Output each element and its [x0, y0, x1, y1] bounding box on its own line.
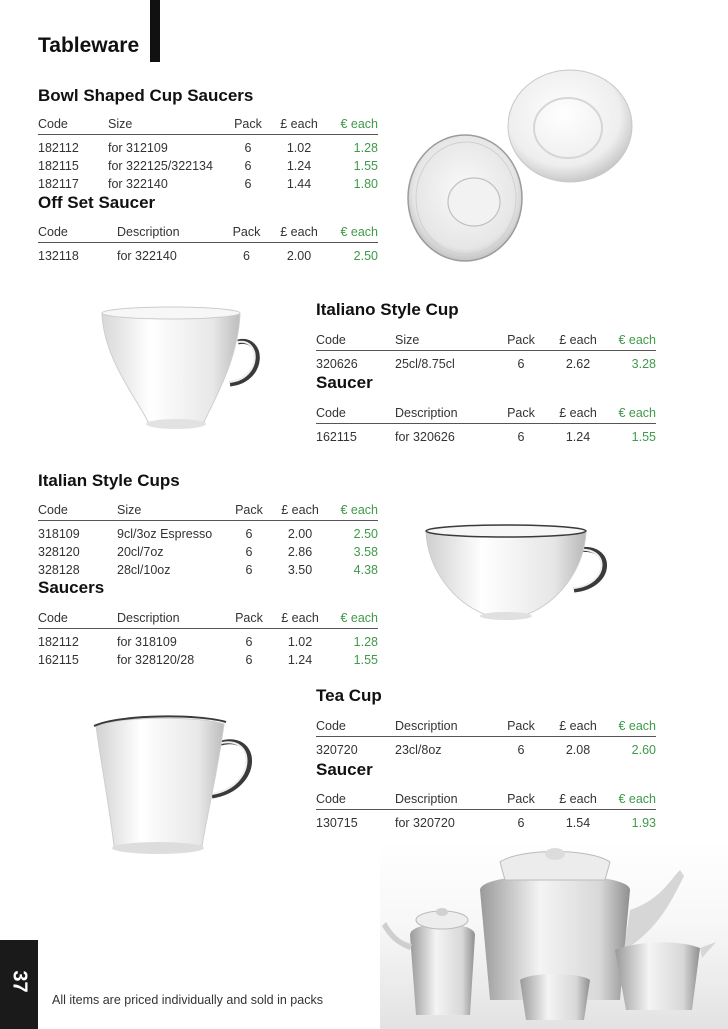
cell-gbp: 1.54: [565, 816, 591, 830]
col-eur: € each: [609, 401, 656, 424]
cell-gbp: 2.62: [565, 357, 591, 371]
table-row: [38, 629, 378, 652]
saucer-front: [408, 135, 522, 261]
col-code: Code: [38, 606, 117, 629]
cell-code: 318109: [38, 527, 80, 541]
section-title-bowl-saucers: Bowl Shaped Cup Saucers: [38, 86, 254, 105]
cell-gbp: 2.86: [287, 545, 313, 559]
table-row: [38, 135, 378, 158]
section-title-tea-cup: Tea Cup: [316, 686, 382, 705]
table-italiano-saucer: [316, 401, 656, 446]
col-eur: € each: [331, 606, 378, 629]
cell-gbp: 1.24: [287, 653, 313, 667]
section-title-italian-saucers: Saucers: [38, 578, 105, 597]
table-italian-cups: [38, 498, 378, 579]
col-eur: € each: [330, 220, 378, 243]
section-title-italiano-saucer: Saucer: [316, 373, 373, 392]
cell-desc: for 322140: [108, 177, 168, 191]
cell-desc: for 320720: [395, 816, 455, 830]
italian-cup-image: [418, 520, 618, 630]
col-eur: € each: [331, 498, 378, 521]
col-gbp: £ each: [268, 112, 330, 135]
col-gbp: £ each: [547, 401, 609, 424]
section-title-offset-saucer: Off Set Saucer: [38, 193, 156, 212]
col-gbp: £ each: [268, 220, 330, 243]
table-row: [38, 157, 378, 175]
table-row: [38, 561, 378, 579]
table-row: [38, 521, 378, 544]
cell-pack: 6: [244, 159, 252, 173]
cell-eur: 2.60: [631, 743, 656, 757]
cell-eur: 1.28: [353, 635, 378, 649]
table-bowl-saucers: [38, 112, 378, 193]
page-number: 37: [8, 970, 31, 993]
table-italian-saucers: [38, 606, 378, 669]
cell-gbp: 2.08: [565, 743, 591, 757]
col-eur: € each: [330, 112, 378, 135]
col-eur: € each: [609, 328, 656, 351]
sugar-bowl: [520, 974, 590, 1020]
col-pack: Pack: [495, 328, 547, 351]
col-code: Code: [316, 401, 395, 424]
footer-note: All items are priced individually and sold in packs: [52, 993, 323, 1007]
cell-eur: 1.80: [353, 177, 378, 191]
cell-gbp: 1.44: [286, 177, 312, 191]
cell-eur: 4.38: [353, 563, 378, 577]
cell-desc: for 318109: [117, 635, 177, 649]
col-code: Code: [38, 498, 117, 521]
cell-code: 328120: [38, 545, 80, 559]
col-description: Description: [395, 714, 495, 737]
col-code: Code: [316, 714, 395, 737]
cell-pack: 6: [245, 527, 253, 541]
table-italiano-cup: [316, 328, 656, 373]
cell-gbp: 1.24: [565, 430, 591, 444]
table-tea-cup: [316, 714, 656, 759]
cell-pack: 6: [517, 357, 525, 371]
col-gbp: £ each: [269, 606, 331, 629]
col-pack: Pack: [229, 606, 269, 629]
cell-gbp: 1.24: [286, 159, 312, 173]
cell-pack: 6: [243, 249, 250, 263]
cell-code: 182112: [38, 635, 79, 649]
section-title-tea-saucer: Saucer: [316, 760, 373, 779]
table-row: [38, 243, 378, 266]
cell-eur: 1.55: [353, 653, 378, 667]
table-row: [316, 424, 656, 447]
cell-gbp: 3.50: [287, 563, 313, 577]
col-eur: € each: [609, 714, 656, 737]
cell-desc: 25cl/8.75cl: [395, 357, 455, 371]
col-code: Code: [38, 112, 108, 135]
col-pack: Pack: [495, 714, 547, 737]
cell-eur: 3.58: [353, 545, 378, 559]
col-pack: Pack: [225, 220, 268, 243]
cell-gbp: 1.02: [287, 635, 313, 649]
table-row: [38, 175, 378, 193]
table-row: [316, 737, 656, 760]
teaware-photo: [380, 840, 728, 1029]
table-row: [38, 543, 378, 561]
col-gbp: £ each: [547, 787, 609, 810]
cell-code: 182117: [38, 177, 79, 191]
col-gbp: £ each: [269, 498, 331, 521]
cell-desc: 9cl/3oz Espresso: [117, 527, 213, 541]
table-row: [316, 810, 656, 833]
title-accent-bar: [150, 0, 160, 62]
cell-desc: for 322125/322134: [108, 159, 213, 173]
cell-gbp: 2.00: [286, 249, 312, 263]
cell-gbp: 1.02: [286, 141, 312, 155]
cell-desc: for 312109: [108, 141, 168, 155]
cell-eur: 1.93: [631, 816, 656, 830]
cell-code: 320626: [316, 357, 358, 371]
cell-code: 328128: [38, 563, 80, 577]
section-title-italian-cups: Italian Style Cups: [38, 471, 180, 490]
cell-eur: 2.50: [353, 527, 378, 541]
cell-code: 162115: [38, 653, 79, 667]
col-size: Size: [395, 328, 495, 351]
table-row: [316, 351, 656, 374]
col-description: Description: [117, 606, 229, 629]
table-row: [38, 651, 378, 669]
col-code: Code: [316, 328, 395, 351]
col-description: Description: [395, 787, 495, 810]
cell-code: 182115: [38, 159, 79, 173]
page-number-tab: [0, 940, 38, 1029]
saucer-images: [400, 68, 640, 268]
cell-code: 132118: [38, 249, 79, 263]
cell-eur: 1.55: [353, 159, 378, 173]
col-size: Size: [108, 112, 228, 135]
cell-pack: 6: [244, 177, 252, 191]
cell-code: 130715: [316, 816, 358, 830]
cell-desc: 23cl/8oz: [395, 743, 442, 757]
col-description: Description: [117, 220, 225, 243]
cell-code: 182112: [38, 141, 79, 155]
cell-desc: 28cl/10oz: [117, 563, 171, 577]
cell-desc: for 320626: [395, 430, 455, 444]
cell-code: 162115: [316, 430, 357, 444]
cell-pack: 6: [244, 141, 252, 155]
col-eur: € each: [609, 787, 656, 810]
col-gbp: £ each: [547, 714, 609, 737]
cell-eur: 1.28: [353, 141, 378, 155]
col-pack: Pack: [495, 787, 547, 810]
col-code: Code: [38, 220, 117, 243]
cell-eur: 2.50: [353, 249, 378, 263]
cell-gbp: 2.00: [287, 527, 313, 541]
cell-desc: 20cl/7oz: [117, 545, 164, 559]
col-size: Size: [117, 498, 229, 521]
italiano-cup-image: [96, 300, 271, 450]
table-tea-saucer: [316, 787, 656, 832]
col-pack: Pack: [228, 112, 268, 135]
col-pack: Pack: [229, 498, 269, 521]
cell-eur: 1.55: [631, 430, 656, 444]
cell-pack: 6: [517, 816, 525, 830]
saucer-back: [508, 70, 632, 182]
cell-desc: for 322140: [117, 249, 177, 263]
cell-desc: for 328120/28: [117, 653, 195, 667]
cell-eur: 3.28: [631, 357, 656, 371]
col-gbp: £ each: [547, 328, 609, 351]
tea-cup-image: [90, 710, 265, 870]
cell-pack: 6: [245, 653, 253, 667]
cell-code: 320720: [316, 743, 358, 757]
table-offset-saucer: [38, 220, 378, 265]
cell-pack: 6: [245, 563, 253, 577]
col-pack: Pack: [495, 401, 547, 424]
page-title: Tableware: [38, 34, 140, 57]
cell-pack: 6: [245, 635, 253, 649]
section-title-italiano-cup: Italiano Style Cup: [316, 300, 459, 319]
cell-pack: 6: [245, 545, 253, 559]
cell-pack: 6: [517, 430, 525, 444]
col-code: Code: [316, 787, 395, 810]
cell-pack: 6: [517, 743, 525, 757]
col-description: Description: [395, 401, 495, 424]
